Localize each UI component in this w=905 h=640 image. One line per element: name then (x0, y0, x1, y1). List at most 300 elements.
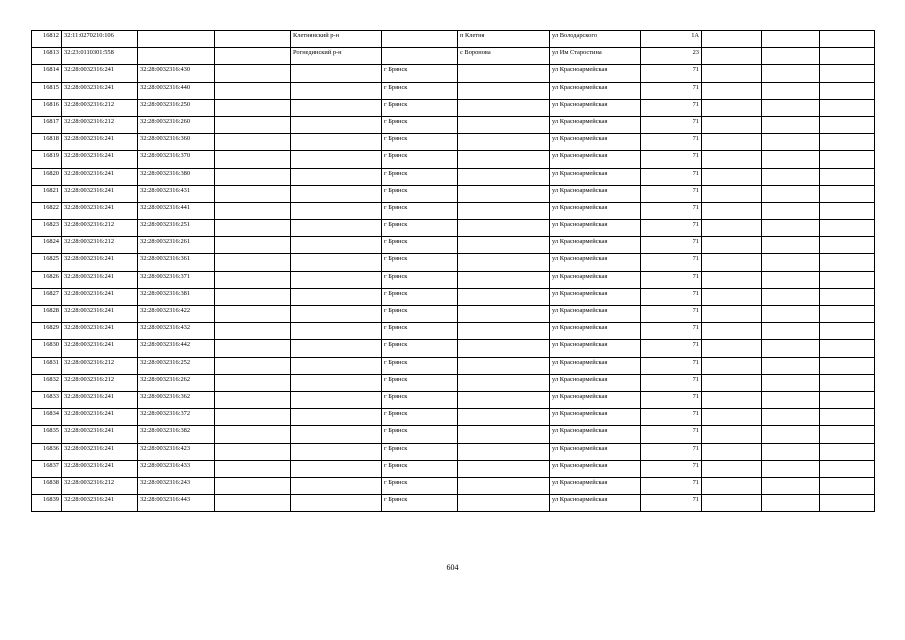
row-number-cell: 16825 (32, 254, 62, 271)
table-row (32, 237, 875, 254)
blank-cell (762, 82, 820, 99)
blank-cell (215, 357, 291, 374)
blank-cell (820, 237, 875, 254)
house-number-cell: 71 (641, 288, 702, 305)
row-number-cell: 16838 (32, 477, 62, 494)
cadastral-number-cell: 32:28:0032316:241 (62, 254, 138, 271)
house-number-cell: 71 (641, 185, 702, 202)
city-cell (382, 31, 458, 48)
page-number: 604 (446, 563, 459, 572)
settlement-cell (458, 271, 550, 288)
cadastral-number-cell: 32:28:0032316:241 (62, 134, 138, 151)
cadastral-number-cell: 32:28:0032316:212 (62, 477, 138, 494)
blank-cell (820, 202, 875, 219)
table-row (32, 82, 875, 99)
premises-cadastral-number-cell: 32:28:0032316:252 (138, 357, 215, 374)
table-row (32, 340, 875, 357)
blank-cell (820, 391, 875, 408)
settlement-cell (458, 99, 550, 116)
city-cell: г Брянск (382, 254, 458, 271)
blank-cell (702, 271, 762, 288)
row-number-cell: 16827 (32, 288, 62, 305)
street-cell: ул Володарского (550, 31, 641, 48)
cadastral-number-cell: 32:28:0032316:241 (62, 460, 138, 477)
house-number-cell: 71 (641, 443, 702, 460)
blank-cell (702, 168, 762, 185)
street-cell: ул Красноармейская (550, 220, 641, 237)
settlement-cell (458, 237, 550, 254)
settlement-cell (458, 185, 550, 202)
blank-cell (762, 323, 820, 340)
house-number-cell: 71 (641, 426, 702, 443)
blank-cell (702, 495, 762, 512)
blank-cell (702, 323, 762, 340)
street-cell: ул Красноармейская (550, 426, 641, 443)
blank-cell (762, 409, 820, 426)
row-number-cell: 16828 (32, 306, 62, 323)
street-cell: ул Красноармейская (550, 82, 641, 99)
registry-table (31, 30, 875, 512)
street-cell: ул Красноармейская (550, 271, 641, 288)
blank-cell (820, 65, 875, 82)
settlement-cell (458, 477, 550, 494)
blank-cell (762, 151, 820, 168)
blank-cell (215, 426, 291, 443)
blank-cell (820, 460, 875, 477)
premises-cadastral-number-cell: 32:28:0032316:372 (138, 409, 215, 426)
blank-cell (215, 271, 291, 288)
city-cell: г Брянск (382, 134, 458, 151)
settlement-cell (458, 306, 550, 323)
blank-cell (702, 443, 762, 460)
row-number-cell: 16834 (32, 409, 62, 426)
blank-cell (702, 116, 762, 133)
street-cell: ул Красноармейская (550, 116, 641, 133)
street-cell: ул Красноармейская (550, 409, 641, 426)
blank-cell (820, 323, 875, 340)
settlement-cell (458, 288, 550, 305)
city-cell: г Брянск (382, 151, 458, 168)
street-cell: ул Красноармейская (550, 374, 641, 391)
blank-cell (762, 306, 820, 323)
district-cell (291, 82, 382, 99)
house-number-cell: 71 (641, 151, 702, 168)
cadastral-number-cell: 32:28:0032316:241 (62, 65, 138, 82)
street-cell: ул Красноармейская (550, 168, 641, 185)
house-number-cell: 71 (641, 254, 702, 271)
city-cell: г Брянск (382, 288, 458, 305)
house-number-cell: 71 (641, 99, 702, 116)
row-number-cell: 16821 (32, 185, 62, 202)
blank-cell (762, 168, 820, 185)
street-cell: ул Красноармейская (550, 99, 641, 116)
street-cell: ул Красноармейская (550, 65, 641, 82)
blank-cell (762, 374, 820, 391)
city-cell: г Брянск (382, 391, 458, 408)
settlement-cell (458, 323, 550, 340)
city-cell: г Брянск (382, 443, 458, 460)
blank-cell (820, 220, 875, 237)
blank-cell (215, 237, 291, 254)
premises-cadastral-number-cell (138, 31, 215, 48)
house-number-cell: 71 (641, 271, 702, 288)
blank-cell (820, 151, 875, 168)
table-row (32, 477, 875, 494)
street-cell: ул Красноармейская (550, 254, 641, 271)
blank-cell (215, 202, 291, 219)
city-cell: г Брянск (382, 340, 458, 357)
blank-cell (762, 31, 820, 48)
cadastral-number-cell: 32:28:0032316:241 (62, 323, 138, 340)
settlement-cell (458, 409, 550, 426)
city-cell: г Брянск (382, 65, 458, 82)
settlement-cell (458, 495, 550, 512)
blank-cell (215, 185, 291, 202)
settlement-cell (458, 82, 550, 99)
blank-cell (820, 185, 875, 202)
blank-cell (215, 306, 291, 323)
row-number-cell: 16824 (32, 237, 62, 254)
street-cell: ул Красноармейская (550, 495, 641, 512)
city-cell: г Брянск (382, 374, 458, 391)
blank-cell (762, 495, 820, 512)
table-row (32, 99, 875, 116)
blank-cell (702, 65, 762, 82)
settlement-cell (458, 460, 550, 477)
cadastral-number-cell: 32:28:0032316:241 (62, 271, 138, 288)
blank-cell (820, 357, 875, 374)
premises-cadastral-number-cell: 32:28:0032316:443 (138, 495, 215, 512)
house-number-cell: 71 (641, 237, 702, 254)
blank-cell (702, 99, 762, 116)
city-cell: г Брянск (382, 495, 458, 512)
blank-cell (215, 288, 291, 305)
table-row (32, 271, 875, 288)
cadastral-number-cell: 32:28:0032316:241 (62, 443, 138, 460)
cadastral-number-cell: 32:28:0032316:241 (62, 202, 138, 219)
premises-cadastral-number-cell: 32:28:0032316:433 (138, 460, 215, 477)
district-cell: Клетнянский р-н (291, 31, 382, 48)
house-number-cell: 71 (641, 202, 702, 219)
row-number-cell: 16829 (32, 323, 62, 340)
blank-cell (762, 48, 820, 65)
row-number-cell: 16831 (32, 357, 62, 374)
row-number-cell: 16837 (32, 460, 62, 477)
cadastral-number-cell: 32:23:0110301:558 (62, 48, 138, 65)
table-row (32, 116, 875, 133)
blank-cell (820, 340, 875, 357)
house-number-cell: 71 (641, 374, 702, 391)
cadastral-number-cell: 32:28:0032316:241 (62, 426, 138, 443)
blank-cell (762, 237, 820, 254)
table-row (32, 151, 875, 168)
cadastral-number-cell: 32:28:0032316:241 (62, 495, 138, 512)
settlement-cell (458, 391, 550, 408)
cadastral-number-cell: 32:28:0032316:241 (62, 151, 138, 168)
house-number-cell: 23 (641, 48, 702, 65)
blank-cell (820, 82, 875, 99)
street-cell: ул Красноармейская (550, 306, 641, 323)
blank-cell (215, 323, 291, 340)
premises-cadastral-number-cell: 32:28:0032316:380 (138, 168, 215, 185)
table-row (32, 409, 875, 426)
cadastral-number-cell: 32:28:0032316:212 (62, 116, 138, 133)
blank-cell (702, 374, 762, 391)
table-row (32, 168, 875, 185)
district-cell (291, 288, 382, 305)
premises-cadastral-number-cell: 32:28:0032316:250 (138, 99, 215, 116)
blank-cell (702, 202, 762, 219)
street-cell: ул Красноармейская (550, 340, 641, 357)
settlement-cell (458, 443, 550, 460)
cadastral-number-cell: 32:28:0032316:241 (62, 391, 138, 408)
table-row (32, 254, 875, 271)
row-number-cell: 16823 (32, 220, 62, 237)
row-number-cell: 16826 (32, 271, 62, 288)
street-cell: ул Им Старостина (550, 48, 641, 65)
city-cell: г Брянск (382, 306, 458, 323)
district-cell (291, 65, 382, 82)
table-row (32, 426, 875, 443)
house-number-cell: 71 (641, 82, 702, 99)
blank-cell (762, 254, 820, 271)
settlement-cell (458, 426, 550, 443)
blank-cell (702, 306, 762, 323)
street-cell: ул Красноармейская (550, 202, 641, 219)
table-row (32, 374, 875, 391)
settlement-cell (458, 340, 550, 357)
cadastral-number-cell: 32:28:0032316:241 (62, 185, 138, 202)
premises-cadastral-number-cell: 32:28:0032316:442 (138, 340, 215, 357)
blank-cell (762, 443, 820, 460)
row-number-cell: 16817 (32, 116, 62, 133)
blank-cell (820, 31, 875, 48)
district-cell: Рогнединский р-н (291, 48, 382, 65)
premises-cadastral-number-cell: 32:28:0032316:361 (138, 254, 215, 271)
row-number-cell: 16816 (32, 99, 62, 116)
district-cell (291, 254, 382, 271)
city-cell: г Брянск (382, 426, 458, 443)
blank-cell (820, 254, 875, 271)
premises-cadastral-number-cell: 32:28:0032316:381 (138, 288, 215, 305)
blank-cell (820, 409, 875, 426)
table-row (32, 460, 875, 477)
blank-cell (215, 134, 291, 151)
settlement-cell: с Воронова (458, 48, 550, 65)
blank-cell (215, 220, 291, 237)
house-number-cell: 71 (641, 306, 702, 323)
blank-cell (762, 99, 820, 116)
blank-cell (702, 288, 762, 305)
premises-cadastral-number-cell (138, 48, 215, 65)
district-cell (291, 134, 382, 151)
street-cell: ул Красноармейская (550, 151, 641, 168)
blank-cell (762, 288, 820, 305)
city-cell: г Брянск (382, 116, 458, 133)
blank-cell (702, 220, 762, 237)
cadastral-number-cell: 32:28:0032316:212 (62, 374, 138, 391)
city-cell: г Брянск (382, 460, 458, 477)
row-number-cell: 16822 (32, 202, 62, 219)
premises-cadastral-number-cell: 32:28:0032316:370 (138, 151, 215, 168)
blank-cell (820, 443, 875, 460)
row-number-cell: 16812 (32, 31, 62, 48)
street-cell: ул Красноармейская (550, 134, 641, 151)
table-row (32, 495, 875, 512)
table-row (32, 306, 875, 323)
blank-cell (702, 477, 762, 494)
blank-cell (702, 31, 762, 48)
blank-cell (820, 426, 875, 443)
blank-cell (762, 460, 820, 477)
cadastral-number-cell: 32:11:0270210:106 (62, 31, 138, 48)
blank-cell (762, 271, 820, 288)
blank-cell (762, 134, 820, 151)
district-cell (291, 271, 382, 288)
street-cell: ул Красноармейская (550, 288, 641, 305)
cadastral-number-cell: 32:28:0032316:241 (62, 168, 138, 185)
house-number-cell: 71 (641, 116, 702, 133)
blank-cell (762, 477, 820, 494)
street-cell: ул Красноармейская (550, 185, 641, 202)
blank-cell (215, 116, 291, 133)
table-row (32, 185, 875, 202)
settlement-cell (458, 151, 550, 168)
city-cell: г Брянск (382, 82, 458, 99)
settlement-cell (458, 65, 550, 82)
blank-cell (215, 168, 291, 185)
blank-cell (215, 82, 291, 99)
premises-cadastral-number-cell: 32:28:0032316:422 (138, 306, 215, 323)
blank-cell (215, 409, 291, 426)
district-cell (291, 185, 382, 202)
district-cell (291, 306, 382, 323)
row-number-cell: 16818 (32, 134, 62, 151)
cadastral-number-cell: 32:28:0032316:212 (62, 220, 138, 237)
table-row (32, 134, 875, 151)
cadastral-number-cell: 32:28:0032316:241 (62, 409, 138, 426)
district-cell (291, 202, 382, 219)
table-row (32, 391, 875, 408)
house-number-cell: 71 (641, 65, 702, 82)
blank-cell (762, 65, 820, 82)
blank-cell (820, 48, 875, 65)
premises-cadastral-number-cell: 32:28:0032316:431 (138, 185, 215, 202)
blank-cell (820, 168, 875, 185)
blank-cell (820, 99, 875, 116)
street-cell: ул Красноармейская (550, 477, 641, 494)
row-number-cell: 16815 (32, 82, 62, 99)
table-row (32, 65, 875, 82)
settlement-cell (458, 254, 550, 271)
blank-cell (215, 477, 291, 494)
blank-cell (762, 185, 820, 202)
street-cell: ул Красноармейская (550, 391, 641, 408)
cadastral-number-cell: 32:28:0032316:241 (62, 82, 138, 99)
district-cell (291, 323, 382, 340)
city-cell: г Брянск (382, 323, 458, 340)
house-number-cell: 71 (641, 391, 702, 408)
blank-cell (702, 237, 762, 254)
premises-cadastral-number-cell: 32:28:0032316:430 (138, 65, 215, 82)
house-number-cell: 1А (641, 31, 702, 48)
settlement-cell (458, 357, 550, 374)
blank-cell (762, 426, 820, 443)
table-row (32, 323, 875, 340)
district-cell (291, 340, 382, 357)
city-cell: г Брянск (382, 409, 458, 426)
premises-cadastral-number-cell: 32:28:0032316:243 (138, 477, 215, 494)
district-cell (291, 168, 382, 185)
settlement-cell (458, 134, 550, 151)
blank-cell (702, 426, 762, 443)
blank-cell (215, 495, 291, 512)
district-cell (291, 116, 382, 133)
blank-cell (702, 254, 762, 271)
house-number-cell: 71 (641, 409, 702, 426)
row-number-cell: 16833 (32, 391, 62, 408)
table-row (32, 288, 875, 305)
house-number-cell: 71 (641, 477, 702, 494)
premises-cadastral-number-cell: 32:28:0032316:360 (138, 134, 215, 151)
blank-cell (820, 495, 875, 512)
district-cell (291, 357, 382, 374)
premises-cadastral-number-cell: 32:28:0032316:260 (138, 116, 215, 133)
blank-cell (820, 116, 875, 133)
premises-cadastral-number-cell: 32:28:0032316:440 (138, 82, 215, 99)
blank-cell (215, 460, 291, 477)
house-number-cell: 71 (641, 220, 702, 237)
city-cell: г Брянск (382, 220, 458, 237)
premises-cadastral-number-cell: 32:28:0032316:441 (138, 202, 215, 219)
blank-cell (702, 185, 762, 202)
row-number-cell: 16813 (32, 48, 62, 65)
house-number-cell: 71 (641, 340, 702, 357)
premises-cadastral-number-cell: 32:28:0032316:251 (138, 220, 215, 237)
table-row (32, 202, 875, 219)
district-cell (291, 409, 382, 426)
row-number-cell: 16830 (32, 340, 62, 357)
table-row (32, 31, 875, 48)
premises-cadastral-number-cell: 32:28:0032316:382 (138, 426, 215, 443)
house-number-cell: 71 (641, 134, 702, 151)
table-body (32, 31, 875, 512)
city-cell: г Брянск (382, 202, 458, 219)
blank-cell (762, 340, 820, 357)
premises-cadastral-number-cell: 32:28:0032316:432 (138, 323, 215, 340)
city-cell: г Брянск (382, 168, 458, 185)
cadastral-number-cell: 32:28:0032316:212 (62, 99, 138, 116)
district-cell (291, 426, 382, 443)
settlement-cell: п Клетня (458, 31, 550, 48)
house-number-cell: 71 (641, 495, 702, 512)
table-row (32, 357, 875, 374)
district-cell (291, 391, 382, 408)
blank-cell (215, 340, 291, 357)
cadastral-number-cell: 32:28:0032316:241 (62, 306, 138, 323)
settlement-cell (458, 220, 550, 237)
house-number-cell: 71 (641, 323, 702, 340)
blank-cell (762, 357, 820, 374)
district-cell (291, 374, 382, 391)
street-cell: ул Красноармейская (550, 237, 641, 254)
table-row (32, 220, 875, 237)
premises-cadastral-number-cell: 32:28:0032316:371 (138, 271, 215, 288)
premises-cadastral-number-cell: 32:28:0032316:362 (138, 391, 215, 408)
blank-cell (215, 391, 291, 408)
cadastral-number-cell: 32:28:0032316:212 (62, 237, 138, 254)
cadastral-number-cell: 32:28:0032316:241 (62, 288, 138, 305)
